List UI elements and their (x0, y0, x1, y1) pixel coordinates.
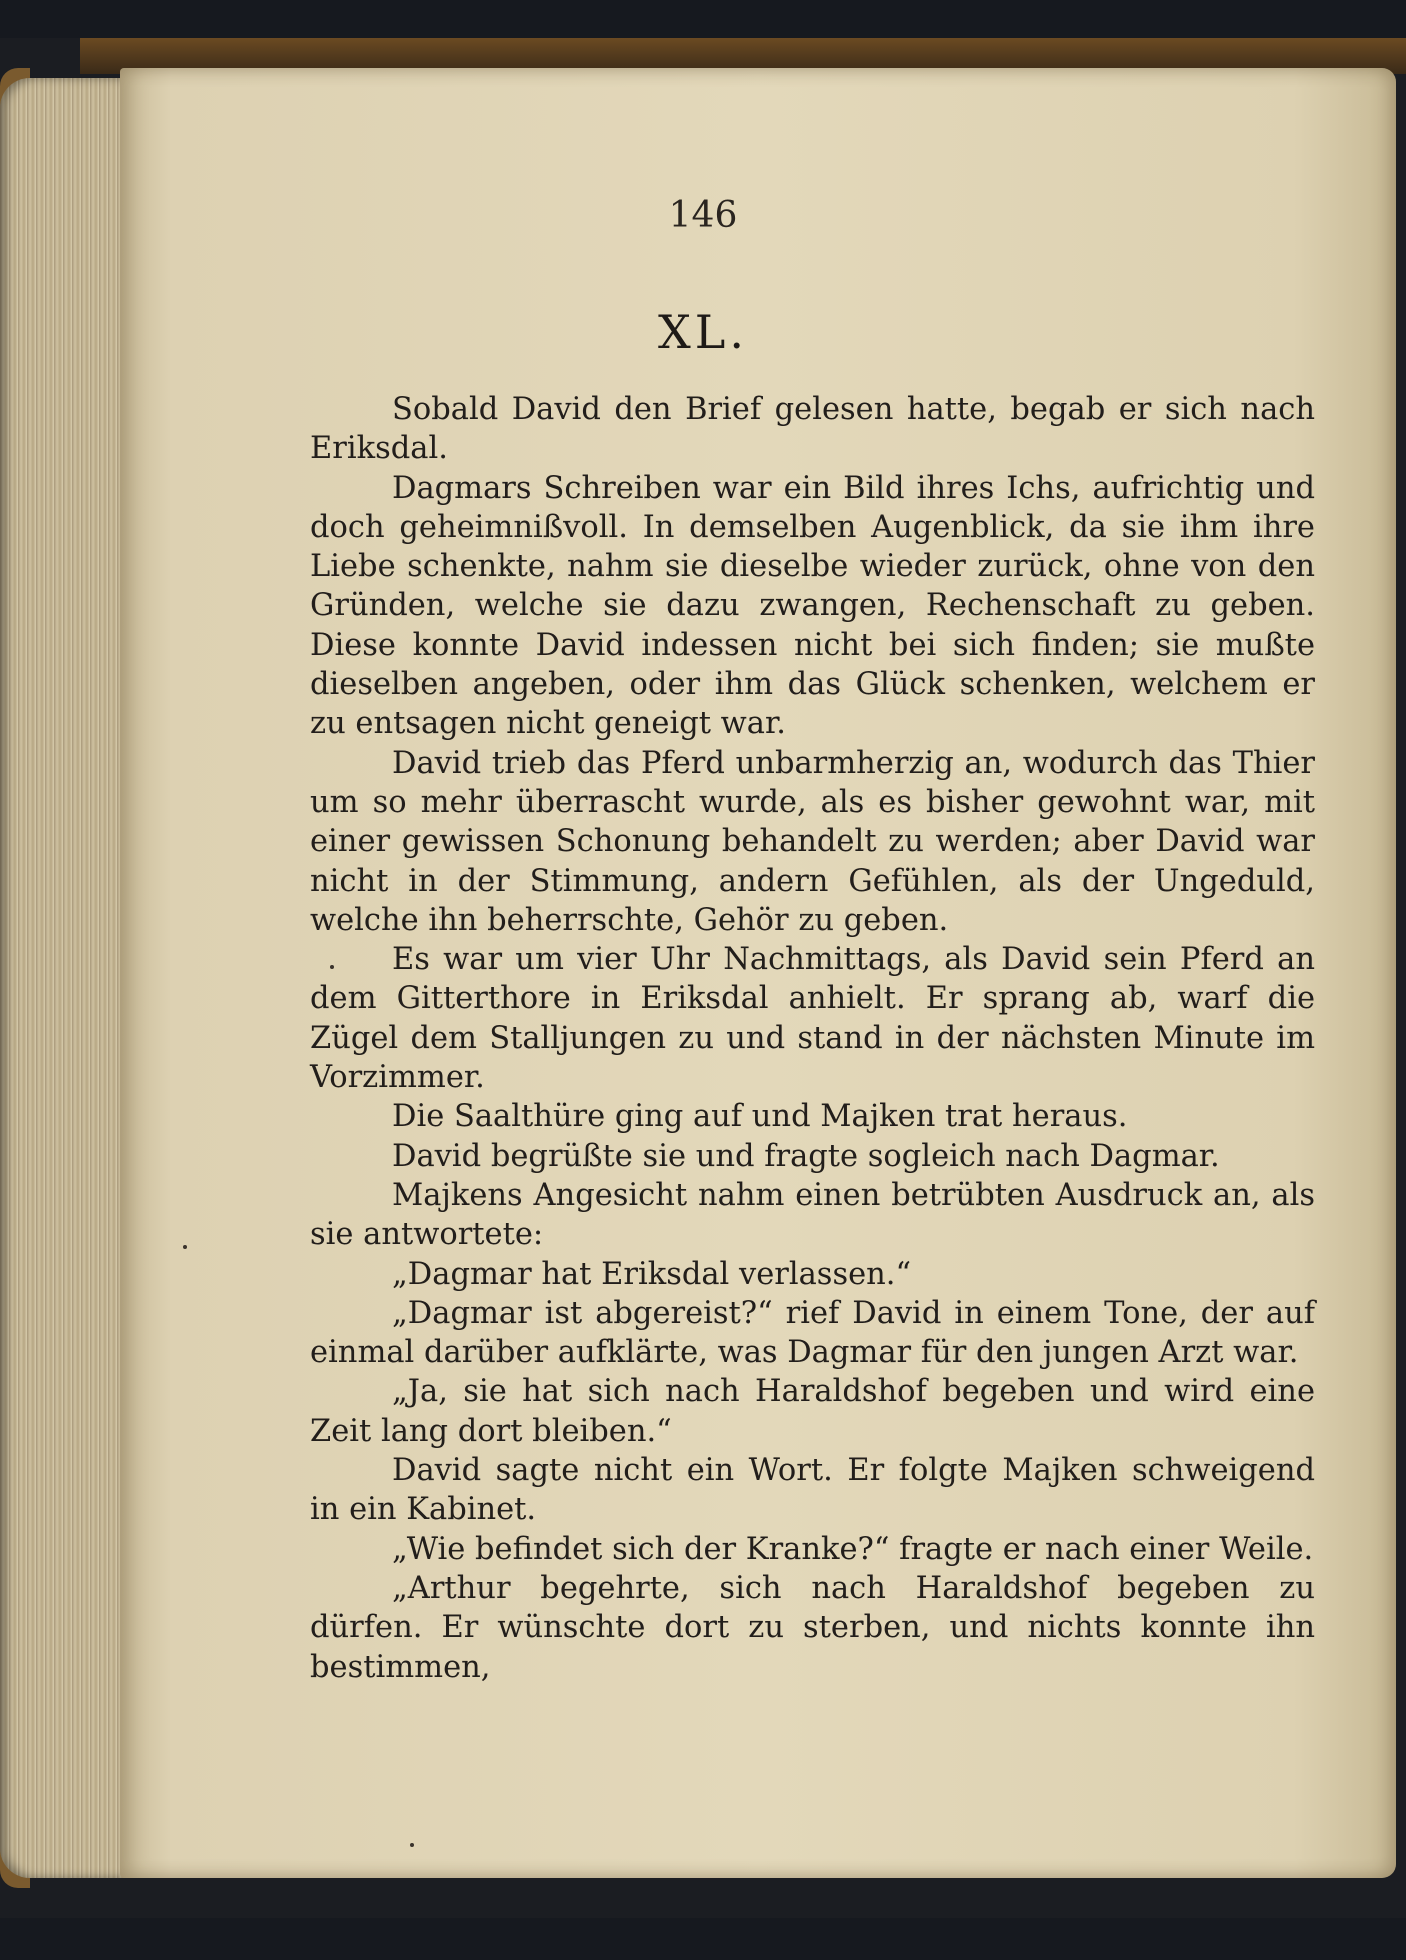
paragraph: David begrüßte sie und fragte sogleich nach Dagmar. (392, 1138, 1220, 1174)
paragraph: Majkens Angesicht nahm einen betrübten Ausdruck an, als sie antwortete: (310, 1177, 1315, 1253)
paragraph: David sagte nicht ein Wort. Er folgte Majken schweigend in ein Kabinet. (310, 1453, 1315, 1528)
paragraph: „Dagmar hat Eriksdal verlassen.“ (392, 1256, 912, 1292)
ink-speck (183, 1245, 187, 1249)
paragraph: Die Saalthüre ging auf und Majken trat heraus. (392, 1099, 1128, 1135)
ink-speck (330, 965, 334, 969)
page-text (310, 390, 1315, 1687)
paragraph: Es war um vier Uhr Nachmittags, als David sein Pferd an dem Gitterthore in Eriksdal anhielt. Er sprang ab, warf die Zügel dem Stalljungen zu und stand in der nächsten Minute im Vorzimmer. (310, 942, 1315, 1096)
ink-speck (410, 1843, 414, 1847)
paragraph: Dagmars Schreiben war ein Bild ihres Ichs, aufrichtig und doch geheimnißvoll. In demselben Augenblick, da sie ihm ihre Liebe schenkte, nahm sie dieselbe wieder zurück, ohne von den Gründen, welche sie dazu zwangen, Rechenschaft zu geben. Diese konnte David indessen nicht bei sich finden; sie mußte dieselben angeben, oder ihm das Glück schenken, welchem er zu entsagen nicht geneigt war. (310, 470, 1315, 742)
paragraph: „Dagmar ist abgereist?“ rief David in einem Tone, der auf einmal darüber aufklärte, was Dagmar für den jungen Arzt war. (310, 1295, 1315, 1371)
paragraph: „Ja, sie hat sich nach Haraldshof begeben und wird eine Zeit lang dort bleiben.“ (310, 1374, 1315, 1449)
paragraph: Sobald David den Brief gelesen hatte, begab er sich nach Eriksdal. (310, 392, 1315, 467)
paragraph: David trieb das Pferd unbarmherzig an, wodurch das Thier um so mehr überrascht wurde, als es bisher gewohnt war, mit einer gewissen Schonung behandelt zu werden; aber David war nicht in der Stimmung, andern Gefühlen, als der Ungeduld, welche ihn beherrschte, Gehör zu geben. (310, 745, 1315, 938)
paragraph: „Wie befindet sich der Kranke?“ fragte er nach einer Weile. (392, 1531, 1314, 1567)
page-number: 146 (668, 195, 738, 236)
paragraph: „Arthur begehrte, sich nach Haraldshof begeben zu dürfen. Er wünschte dort zu sterben, und nichts konnte ihn bestimmen, (310, 1570, 1315, 1685)
chapter-heading: XL. (658, 305, 748, 359)
